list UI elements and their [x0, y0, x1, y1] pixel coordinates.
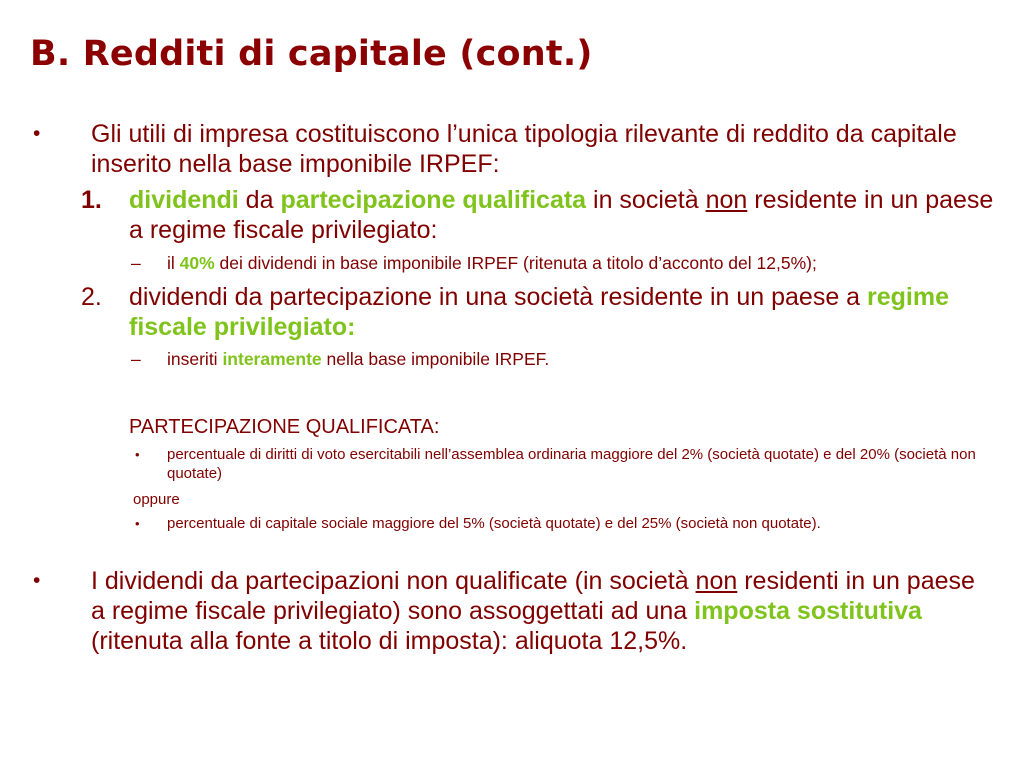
- bullet-marker: •: [33, 569, 41, 592]
- text-nella-base: nella base imponibile IRPEF.: [321, 349, 550, 369]
- highlight-40-percent: 40%: [179, 253, 215, 273]
- bullet-utili-text: Gli utili di impresa costituiscono l’unica tipologia rilevante di reddito da capitale inserito nella base imponibile IRPEF:: [91, 120, 957, 178]
- numbered-item-1: [81, 185, 1009, 245]
- sub-item-interamente: [131, 348, 1007, 370]
- bullet-utili: [33, 119, 991, 179]
- dash-marker: –: [131, 253, 141, 273]
- text-da: da: [238, 186, 281, 214]
- bullet-marker: •: [135, 447, 140, 462]
- bullet-dividendi-non-qualificate: [33, 566, 986, 656]
- definition-point-2-text: percentuale di capitale sociale maggiore del 5% (società quotate) e del 25% (società non quotate).: [167, 515, 821, 532]
- highlight-dividendi: dividendi: [129, 186, 239, 214]
- highlight-interamente: interamente: [222, 349, 322, 369]
- text-residente: residente in un paese a regime fiscale privilegiato:: [129, 186, 994, 244]
- text-ritenuta: (ritenuta alla fonte a titolo di imposta): aliquota 12,5%.: [91, 627, 688, 655]
- sub-item-40-percent: [131, 252, 1007, 274]
- highlight-imposta-sostitutiva: imposta sostitutiva: [694, 597, 922, 625]
- definition-point-2: [135, 514, 997, 533]
- slide-title: B. Redditi di capitale (cont.): [30, 34, 593, 74]
- text-in-societa: in società: [586, 186, 706, 214]
- numbered-item-2: [81, 282, 1009, 342]
- definition-point-1: [135, 445, 997, 483]
- underlined-non: non: [695, 567, 738, 595]
- definition-heading: PARTECIPAZIONE QUALIFICATA:: [129, 416, 440, 438]
- definition-connector: oppure: [133, 491, 180, 508]
- text-dividendi-base: dei dividendi in base imponibile IRPEF (ritenuta a titolo d’acconto del 12,5%);: [214, 253, 817, 273]
- bullet-marker: •: [33, 122, 41, 145]
- text-i-dividendi: I dividendi da partecipazioni non qualificate (in società: [91, 567, 696, 595]
- text-il: il: [167, 253, 180, 273]
- dash-marker: –: [131, 349, 141, 369]
- text-dividendi-residente: dividendi da partecipazione in una società residente in un paese a: [129, 283, 868, 311]
- highlight-partecipazione-qualificata: partecipazione qualificata: [280, 186, 587, 214]
- underlined-non: non: [705, 186, 748, 214]
- item-number: 1.: [81, 186, 102, 214]
- text-inseriti: inseriti: [167, 349, 223, 369]
- item-number: 2.: [81, 283, 102, 311]
- text-residenti: residenti in un paese a regime fiscale privilegiato) sono assoggettati ad una: [91, 567, 975, 625]
- highlight-regime-fiscale: regime fiscale privilegiato:: [129, 283, 949, 341]
- bullet-marker: •: [135, 516, 140, 531]
- definition-point-1-text: percentuale di diritti di voto esercitabili nell’assemblea ordinaria maggiore del 2% (società quotate) e del 20% (società non quotate): [167, 446, 976, 482]
